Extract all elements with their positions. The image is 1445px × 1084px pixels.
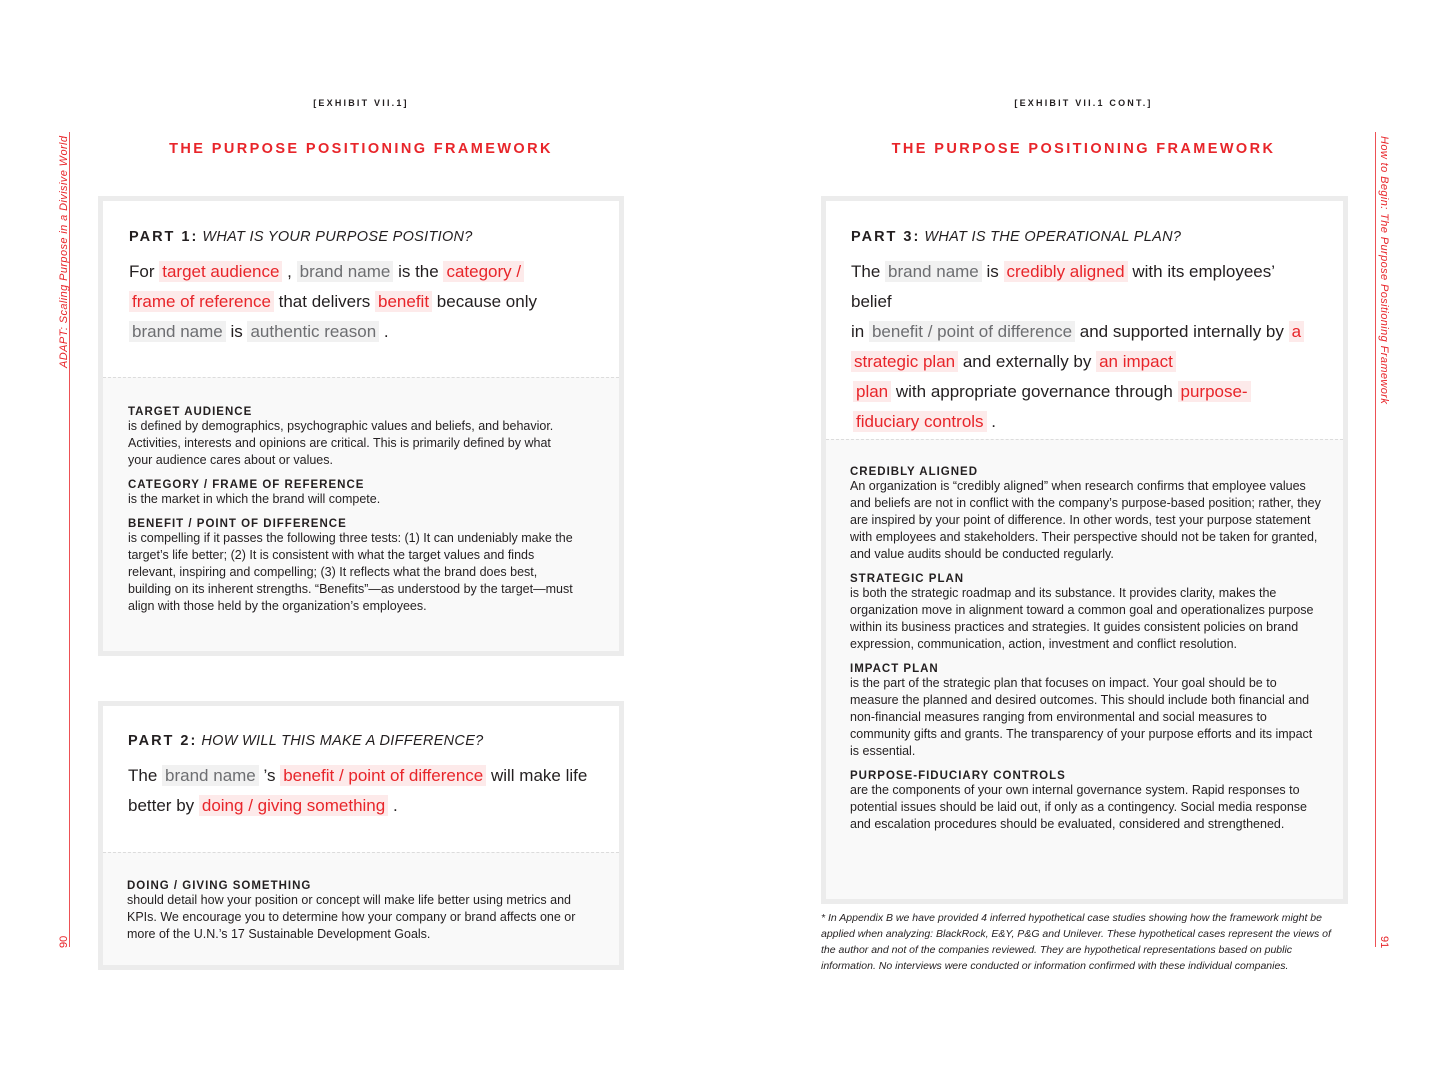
definition-strategic-plan xyxy=(850,573,1323,653)
left-page-number: 90 xyxy=(58,935,70,948)
fill-target-audience: target audience xyxy=(159,261,282,282)
sentence-text: The xyxy=(851,262,886,281)
definition-text: An organization is “credibly aligned” when research confirms that employee values and beliefs are not in conflict with the company’s purpose-based position; rather, they are inspired by your point of difference. In other words, test your purpose statement with employees and stakeholders. Their perspective should not be taken for granted, and value audits should be conducted regularly. xyxy=(850,479,1321,561)
definition-purpose-fiduciary xyxy=(850,770,1323,833)
exhibit-label: [EXHIBIT VII.1 CONT.] xyxy=(1014,98,1153,108)
part2-question: HOW WILL THIS MAKE A DIFFERENCE? xyxy=(201,733,484,749)
definition-doing-giving xyxy=(127,880,583,943)
part3-question: WHAT IS THE OPERATIONAL PLAN? xyxy=(924,229,1182,245)
fill-doing-giving: doing / giving something xyxy=(199,795,388,816)
fill-benefit: benefit xyxy=(375,291,432,312)
definition-text: is the market in which the brand will compete. xyxy=(128,492,381,506)
fill-brand-name: brand name xyxy=(885,261,982,282)
right-running-head: How to Begin: The Purpose Positioning Framework xyxy=(1378,136,1390,405)
right-page-number: 91 xyxy=(1378,936,1390,949)
part1-card xyxy=(98,196,624,656)
fill-brand-name: brand name xyxy=(129,321,226,342)
part1-label: PART 1: xyxy=(129,229,199,245)
definition-term: TARGET AUDIENCE xyxy=(128,406,253,418)
fill-impact-plan: an impact xyxy=(1096,351,1176,372)
definition-text: is both the strategic roadmap and its substance. It provides clarity, makes the organization move in alignment toward a common goal and operationalizes purpose within its business practices and strategies. It guides consistent policies on brand expression, communication, action, investment and conflict resolution. xyxy=(850,586,1314,651)
fill-brand-name: brand name xyxy=(297,261,394,282)
part3-heading xyxy=(851,229,1317,245)
fill-brand-name: brand name xyxy=(162,765,259,786)
right-margin-rule xyxy=(1375,132,1376,947)
definition-term: STRATEGIC PLAN xyxy=(850,573,965,585)
definition-text: is defined by demographics, psychographic values and beliefs, and behavior. Activities, interests and opinions are critical. This is primarily defined by what your audience cares about or values. xyxy=(128,419,554,467)
part2-heading xyxy=(128,733,593,749)
definition-impact-plan xyxy=(850,663,1323,760)
part2-sentence xyxy=(128,761,593,821)
definition-text: is the part of the strategic plan that focuses on impact. Your goal should be to measure the planned and desired outcomes. This should include both financial and non-financial measures ranging from environmental and social measures to community gifts and grants. The transparency of your purpose efforts and its impact is essential. xyxy=(850,676,1313,758)
definition-term: IMPACT PLAN xyxy=(850,663,939,675)
sentence-text: that delivers xyxy=(273,292,376,311)
part1-heading xyxy=(129,229,593,245)
fill-benefit-point-of-difference: benefit / point of difference xyxy=(280,765,486,786)
part3-sentence xyxy=(851,257,1317,437)
sentence-text: The xyxy=(128,766,163,785)
sentence-text: better by xyxy=(128,796,199,815)
fill-purpose-fiduciary: purpose- xyxy=(1178,381,1251,402)
sentence-text: with appropriate governance through xyxy=(891,382,1178,401)
fill-credibly-aligned: credibly aligned xyxy=(1004,261,1128,282)
fill-strategic-plan: strategic plan xyxy=(851,351,958,372)
part3-label: PART 3: xyxy=(851,229,921,245)
sentence-text: . xyxy=(388,796,398,815)
fill-authentic-reason: authentic reason xyxy=(247,321,379,342)
sentence-text: . xyxy=(986,412,997,431)
sentence-text: will make life xyxy=(486,766,588,785)
exhibit-label: [EXHIBIT VII.1] xyxy=(313,98,409,108)
fill-impact-plan: plan xyxy=(853,381,891,402)
definition-benefit xyxy=(128,518,573,615)
sentence-text: is the xyxy=(393,262,444,281)
fill-benefit-point-of-difference: benefit / point of difference xyxy=(869,321,1075,342)
part1-question: WHAT IS YOUR PURPOSE POSITION? xyxy=(202,229,473,245)
footnote: * In Appendix B we have provided 4 inferred hypothetical case studies showing how the framework might be applied when analyzing: BlackRock, E&Y, P&G and Unilever. These hypothetical cases represent the views of the author and not of the companies reviewed. They are hypothetical representations based on public information. No interviews were conducted or information confirmed with these individual companies. xyxy=(821,912,1331,972)
sentence-text: because only xyxy=(432,292,537,311)
sentence-text: is xyxy=(981,262,1004,281)
sentence-text: is xyxy=(225,322,248,341)
definition-category xyxy=(128,479,573,508)
sentence-text: and externally by xyxy=(958,352,1097,371)
definition-credibly-aligned xyxy=(850,466,1323,563)
fill-strategic-plan: a xyxy=(1289,321,1304,342)
definition-text: is compelling if it passes the following three tests: (1) It can undeniably make the target’s life better; (2) It is consistent with what the target values and finds relevant, inspiring and compelling; (3) It reflects what the brand does best, building on its inherent strengths. “Benefits”—as understood by the target—must align with those held by the organization’s employees. xyxy=(128,531,573,613)
sentence-text: , xyxy=(282,262,297,281)
part2-card xyxy=(98,701,624,970)
definition-term: DOING / GIVING SOMETHING xyxy=(127,880,312,892)
sentence-text: in xyxy=(851,322,869,341)
definition-text: should detail how your position or concept will make life better using metrics and KPIs. We encourage you to determine how your company or brand affects one or more of the U.N.’s 17 Sustainable Development Goals. xyxy=(127,893,576,941)
sentence-text: ’s xyxy=(258,766,281,785)
part1-sentence xyxy=(129,257,593,347)
definition-term: BENEFIT / POINT OF DIFFERENCE xyxy=(128,518,347,530)
fill-category: category / xyxy=(443,261,524,282)
fill-frame-of-reference: frame of reference xyxy=(129,291,274,312)
part3-card xyxy=(821,196,1348,904)
definition-term: CREDIBLY ALIGNED xyxy=(850,466,979,478)
definition-term: PURPOSE-FIDUCIARY CONTROLS xyxy=(850,770,1066,782)
sentence-text: with its employees’ belief xyxy=(851,262,1275,311)
left-running-head: ADAPT: Scaling Purpose in a Divisive World xyxy=(58,135,70,368)
part2-label: PART 2: xyxy=(128,733,198,749)
right-page xyxy=(722,0,1445,1084)
definition-term: CATEGORY / FRAME OF REFERENCE xyxy=(128,479,365,491)
definition-text: are the components of your own internal governance system. Rapid responses to potential issues should be laid out, if only as a contingency. Social media response and escalation procedures should be evaluated, considered and strengthened. xyxy=(850,783,1307,831)
fill-purpose-fiduciary: fiduciary controls xyxy=(853,411,987,432)
framework-title: THE PURPOSE POSITIONING FRAMEWORK xyxy=(169,141,553,157)
sentence-text: and supported internally by xyxy=(1075,322,1289,341)
left-page xyxy=(0,0,722,1084)
framework-title: THE PURPOSE POSITIONING FRAMEWORK xyxy=(891,141,1276,157)
definition-target-audience xyxy=(128,406,573,469)
sentence-text: For xyxy=(129,262,160,281)
sentence-text: . xyxy=(379,322,389,341)
